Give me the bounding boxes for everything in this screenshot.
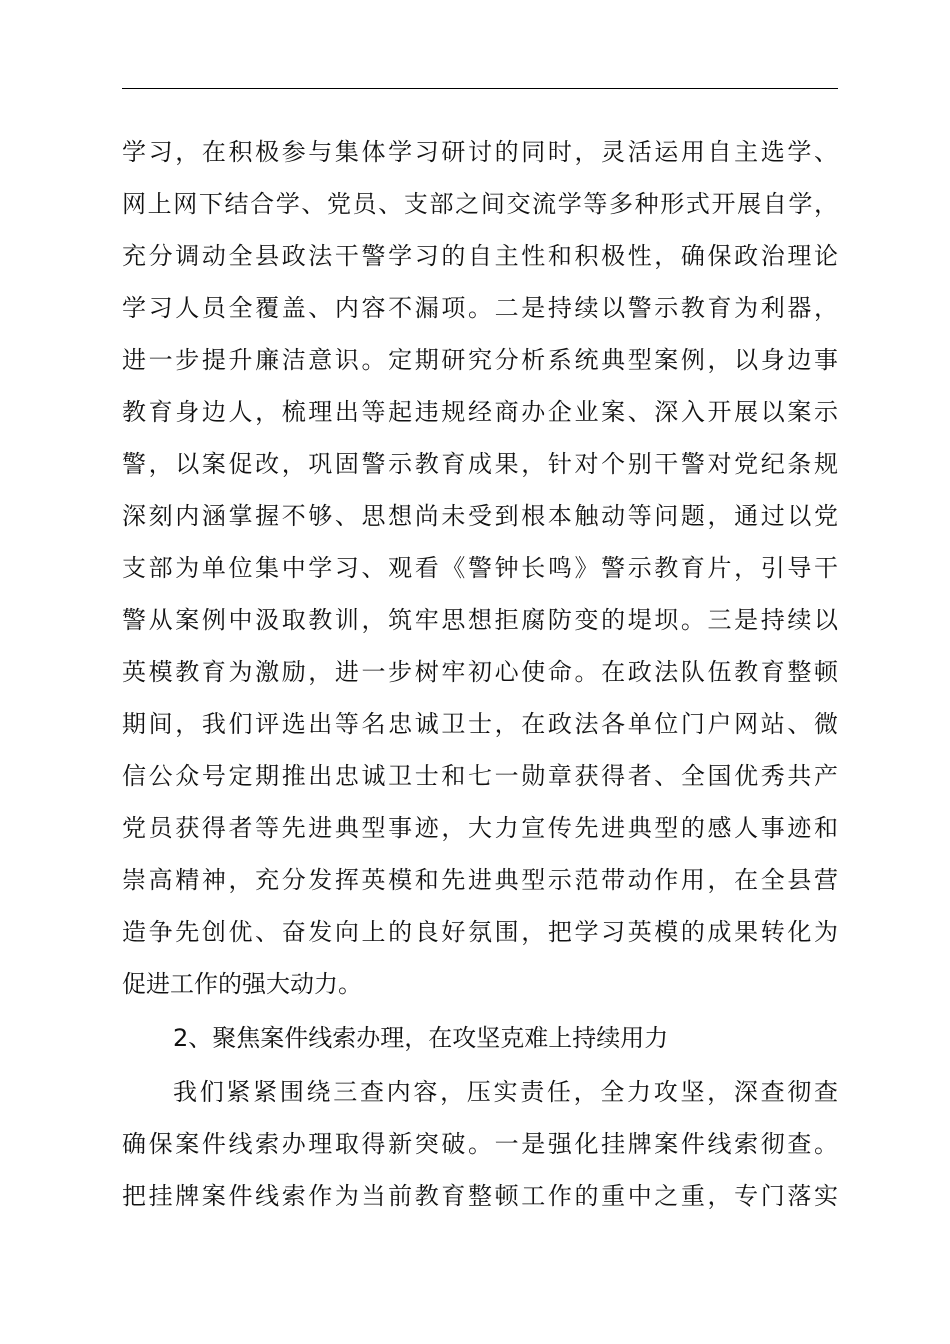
body-line: 崇高精神，充分发挥英模和先进典型示范带动作用，在全县营 <box>122 866 838 894</box>
body-line: 支部为单位集中学习、观看《警钟长鸣》警示教育片，引导干 <box>122 554 838 582</box>
body-line: 学习，在积极参与集体学习研讨的同时，灵活运用自主选学、 <box>122 138 838 166</box>
body-line: 我们紧紧围绕三查内容，压实责任，全力攻坚，深查彻查 <box>173 1078 838 1106</box>
body-line: 确保案件线索办理取得新突破。一是强化挂牌案件线索彻查。 <box>122 1130 838 1158</box>
body-line: 网上网下结合学、党员、支部之间交流学等多种形式开展自学， <box>122 190 838 218</box>
body-line: 进一步提升廉洁意识。定期研究分析系统典型案例，以身边事 <box>122 346 838 374</box>
body-line: 充分调动全县政法干警学习的自主性和积极性，确保政治理论 <box>122 242 838 270</box>
body-line: 党员获得者等先进典型事迹，大力宣传先进典型的感人事迹和 <box>122 814 838 842</box>
section-heading: 2、聚焦案件线索办理，在攻坚克难上持续用力 <box>173 1024 669 1052</box>
body-line: 警，以案促改，巩固警示教育成果，针对个别干警对党纪条规 <box>122 450 838 478</box>
body-line: 促进工作的强大动力。 <box>122 970 362 998</box>
body-line: 造争先创优、奋发向上的良好氛围，把学习英模的成果转化为 <box>122 918 838 946</box>
body-line: 警从案例中汲取教训，筑牢思想拒腐防变的堤坝。三是持续以 <box>122 606 838 634</box>
body-line: 期间，我们评选出等名忠诚卫士，在政法各单位门户网站、微 <box>122 710 838 738</box>
body-line: 深刻内涵掌握不够、思想尚未受到根本触动等问题，通过以党 <box>122 502 838 530</box>
header-rule <box>122 88 838 89</box>
body-line: 教育身边人，梳理出等起违规经商办企业案、深入开展以案示 <box>122 398 838 426</box>
body-line: 把挂牌案件线索作为当前教育整顿工作的重中之重，专门落实 <box>122 1182 838 1210</box>
body-line: 英模教育为激励，进一步树牢初心使命。在政法队伍教育整顿 <box>122 658 838 686</box>
body-line: 信公众号定期推出忠诚卫士和七一勋章获得者、全国优秀共产 <box>122 762 838 790</box>
body-line: 学习人员全覆盖、内容不漏项。二是持续以警示教育为利器， <box>122 294 838 322</box>
